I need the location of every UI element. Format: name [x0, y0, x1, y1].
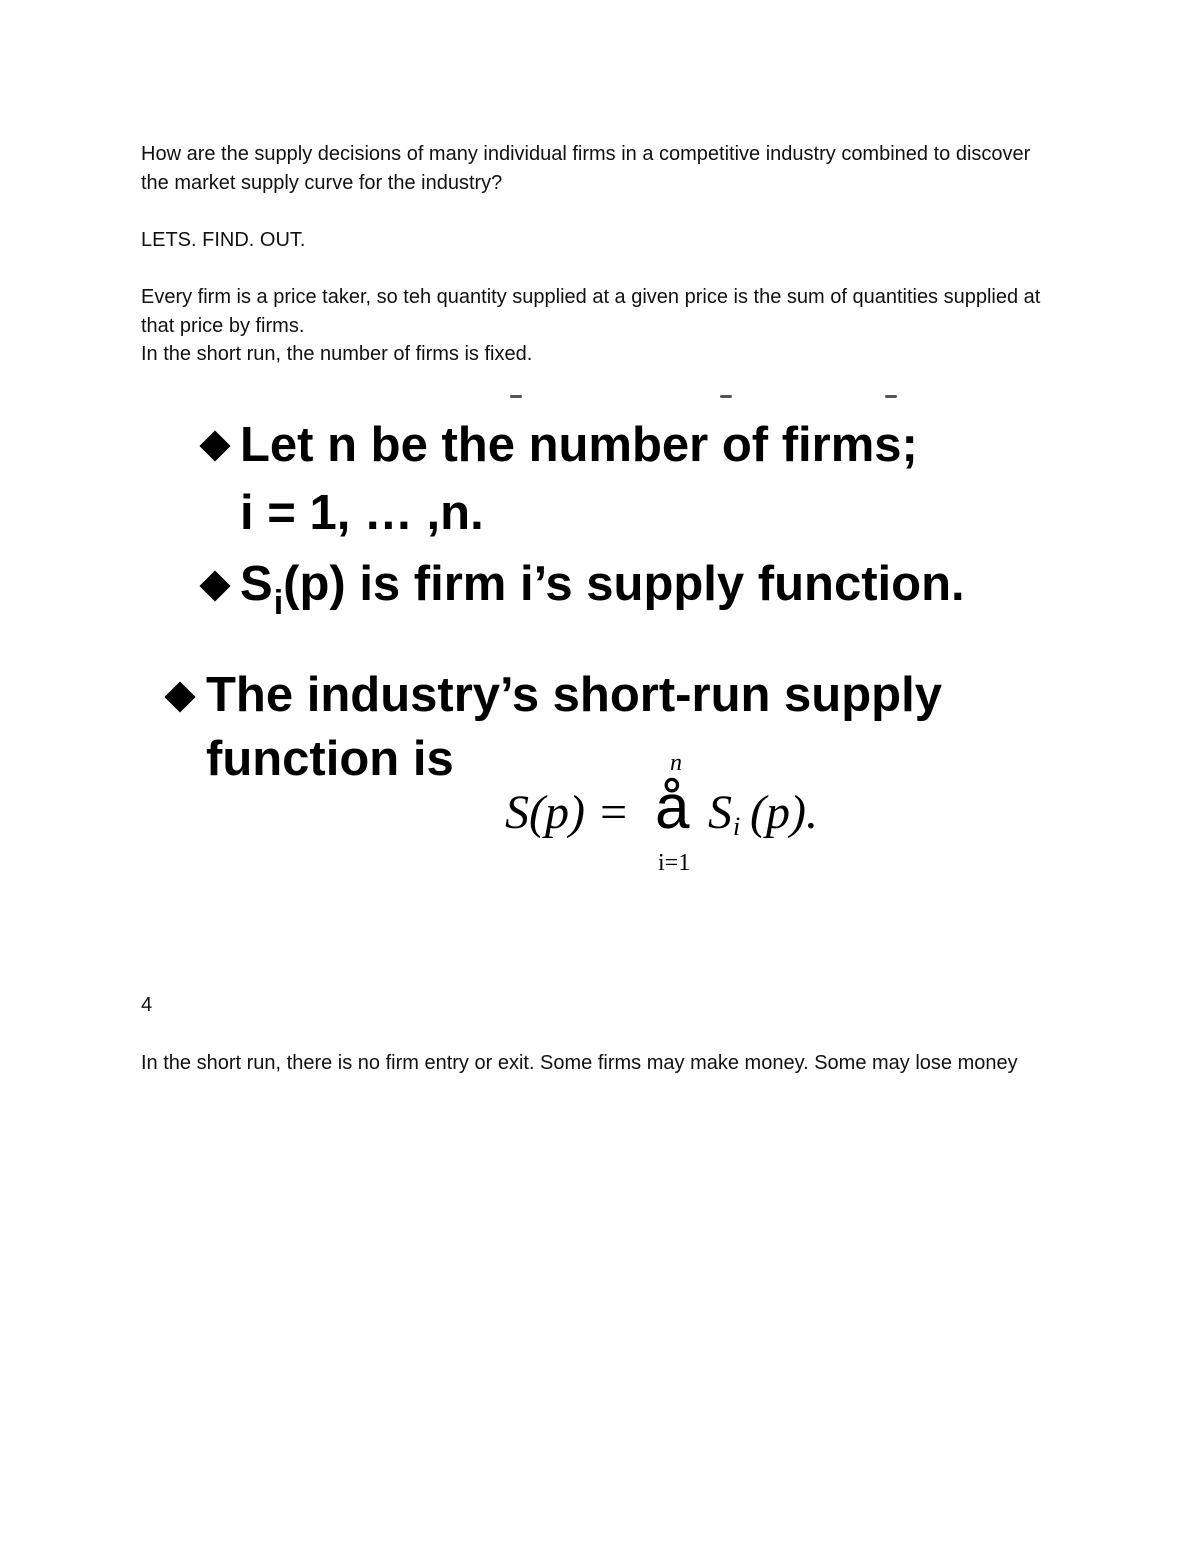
- price-taker-paragraph: Every firm is a price taker, so teh quantity supplied at a given price is the sum of quantities supplied at that price by firms.: [141, 286, 1041, 337]
- bullet-number-of-firms: Let n be the number of firms;: [240, 418, 918, 472]
- formula-term-s: S: [708, 786, 732, 839]
- bullet-industry-supply-line2: function is: [206, 732, 454, 786]
- diamond-bullet-icon: [199, 430, 230, 461]
- lecture-slide-image: [150, 395, 1080, 895]
- bullet-index-range: i = 1, … ,n.: [240, 486, 484, 540]
- no-entry-exit-paragraph: In the short run, there is no firm entry or exit. Some firms may make money. Some may lose money: [141, 1052, 1018, 1074]
- page-number: 4: [141, 994, 153, 1016]
- supply-subscript: i: [273, 584, 284, 622]
- diamond-bullet-icon: [164, 681, 195, 712]
- bullet-firm-supply-function: [240, 556, 965, 631]
- diamond-bullet-icon: [199, 570, 230, 601]
- formula-term-subscript: i: [733, 812, 741, 841]
- formula-lhs: S(p) =: [505, 786, 630, 839]
- short-run-fixed-line: In the short run, the number of firms is fixed.: [141, 343, 533, 365]
- industry-supply-formula: [505, 750, 845, 885]
- formula-term-rest: (p).: [750, 786, 818, 839]
- lets-find-out-line: LETS. FIND. OUT.: [141, 229, 306, 251]
- clipped-slide-top-edge: [510, 395, 1050, 399]
- bullet-industry-supply-line1: The industry’s short-run supply: [206, 668, 942, 722]
- supply-symbol: S: [240, 557, 273, 611]
- explanation-block: [141, 283, 1041, 369]
- sum-upper-limit: n: [670, 750, 682, 776]
- sum-lower-limit: i=1: [658, 850, 691, 876]
- summation-symbol: å: [655, 773, 690, 842]
- supply-function-text: (p) is firm i’s supply function.: [283, 557, 965, 611]
- question-paragraph: How are the supply decisions of many individual firms in a competitive industry combined to discover the market supply curve for the industry?: [141, 143, 1031, 194]
